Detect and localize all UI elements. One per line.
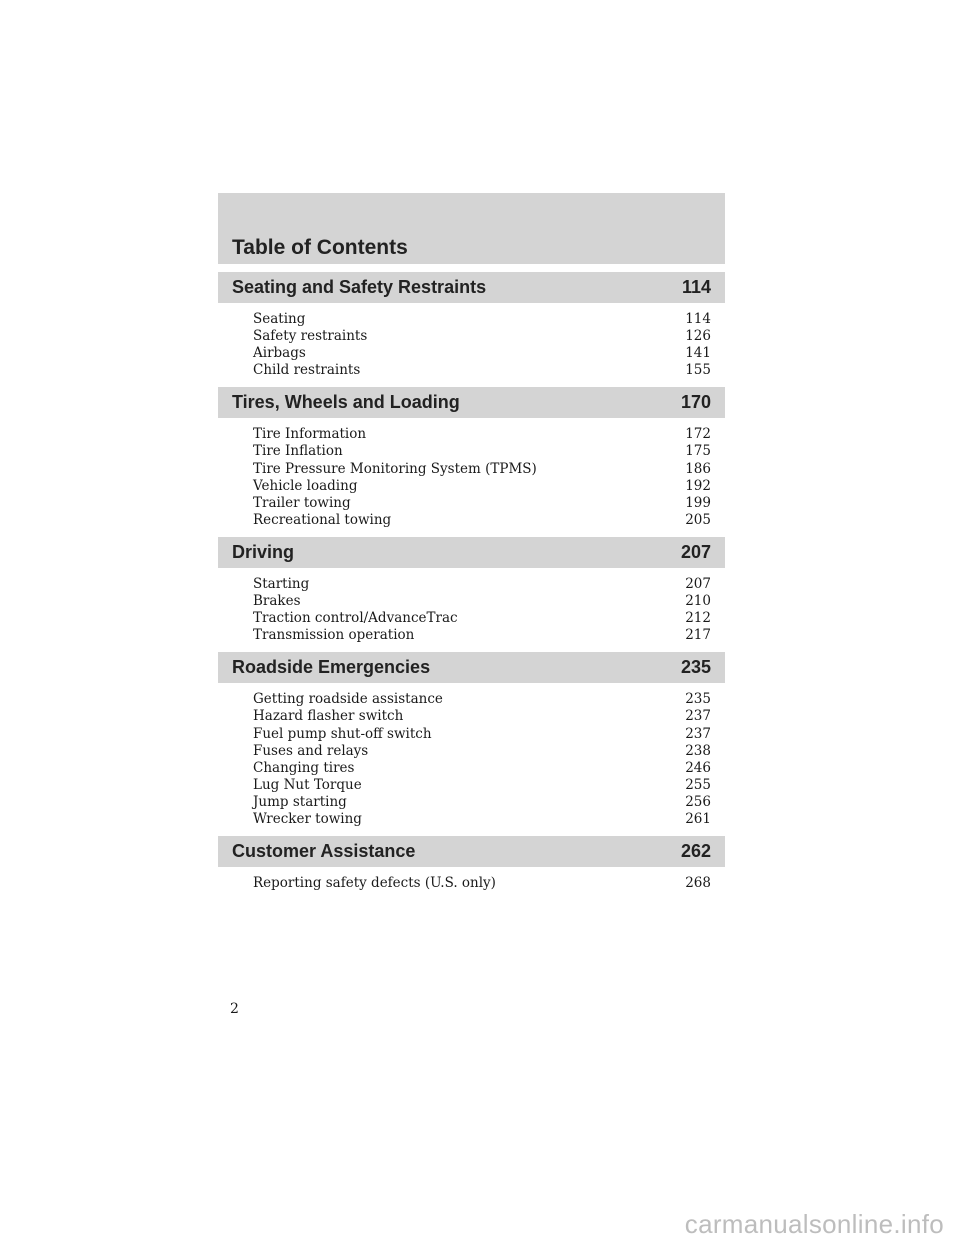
entry-label: Jump starting: [253, 793, 347, 810]
page-number: 2: [230, 1001, 239, 1017]
toc-section: [218, 272, 725, 379]
entry-label: Getting roadside assistance: [253, 691, 443, 708]
entry-page: 126: [685, 328, 711, 345]
entry-label: Lug Nut Torque: [253, 776, 362, 793]
section-entries: [218, 683, 725, 828]
toc-entry[interactable]: [253, 362, 711, 379]
entry-label: Recreational towing: [253, 511, 392, 528]
toc-entry[interactable]: [253, 443, 711, 460]
section-page: 235: [680, 657, 711, 678]
toc-entry[interactable]: [253, 512, 711, 529]
entry-page: 114: [685, 311, 711, 327]
entry-page: 256: [685, 793, 711, 810]
entry-page: 192: [685, 477, 711, 494]
toc-entry[interactable]: [253, 610, 711, 627]
section-header[interactable]: [218, 272, 725, 303]
toc-entry[interactable]: [253, 708, 711, 725]
toc-entry[interactable]: [253, 576, 711, 593]
section-page: 114: [681, 277, 711, 297]
toc-entry[interactable]: [253, 777, 711, 794]
entry-page: 205: [685, 511, 711, 528]
toc-section: [218, 537, 725, 644]
toc-entry[interactable]: [253, 794, 711, 811]
entry-page: 261: [685, 810, 711, 827]
section-entries: [218, 418, 725, 529]
toc-header: [218, 193, 725, 264]
entry-label: Brakes: [253, 593, 301, 610]
entry-page: 141: [685, 345, 711, 362]
toc-section: [218, 387, 725, 529]
section-title: Driving: [232, 541, 295, 562]
section-entries: [218, 867, 725, 892]
entry-page: 186: [685, 460, 711, 477]
section-header[interactable]: [218, 836, 725, 867]
toc-entry[interactable]: [253, 875, 711, 892]
toc-entry[interactable]: [253, 691, 711, 708]
entry-page: 268: [685, 875, 711, 892]
toc-entry[interactable]: [253, 311, 711, 328]
entry-page: 217: [685, 627, 711, 644]
entry-label: Seating: [253, 311, 306, 327]
entry-label: Vehicle loading: [253, 477, 358, 494]
section-title: Seating and Safety Restraints: [232, 277, 487, 297]
section-entries: [218, 303, 725, 379]
entry-label: Wrecker towing: [253, 810, 362, 827]
section-header[interactable]: [218, 652, 725, 683]
entry-page: 175: [685, 443, 711, 460]
section-header[interactable]: [218, 387, 725, 418]
entry-page: 235: [685, 691, 711, 708]
entry-page: 246: [685, 759, 711, 776]
toc-entry[interactable]: [253, 743, 711, 760]
entry-page: 199: [685, 494, 711, 511]
entry-page: 172: [685, 426, 711, 443]
section-title: Roadside Emergencies: [232, 657, 431, 678]
entry-page: 237: [685, 708, 711, 725]
entry-label: Fuses and relays: [253, 742, 369, 759]
toc-entry[interactable]: [253, 461, 711, 478]
toc-entry[interactable]: [253, 328, 711, 345]
entry-label: Changing tires: [253, 759, 355, 776]
toc-entry[interactable]: [253, 627, 711, 644]
toc-entry[interactable]: [253, 495, 711, 512]
entry-label: Starting: [253, 575, 310, 592]
section-page: 170: [680, 392, 711, 413]
toc-entry[interactable]: [253, 478, 711, 495]
toc-title: Table of Contents: [232, 236, 408, 259]
entry-label: Tire Inflation: [253, 443, 343, 460]
toc-entry[interactable]: [253, 426, 711, 443]
entry-page: 212: [685, 610, 711, 627]
entry-page: 207: [685, 575, 711, 592]
table-of-contents: [218, 193, 725, 892]
entry-label: Child restraints: [253, 362, 361, 379]
entry-label: Hazard flasher switch: [253, 708, 404, 725]
toc-entry[interactable]: [253, 726, 711, 743]
entry-label: Trailer towing: [253, 494, 351, 511]
section-page: 262: [680, 841, 711, 862]
entry-page: 155: [685, 362, 711, 379]
entry-label: Airbags: [253, 345, 306, 362]
toc-entry[interactable]: [253, 345, 711, 362]
entry-page: 255: [685, 776, 711, 793]
watermark-text: carmanualsonline.info: [684, 1209, 944, 1239]
entry-label: Tire Pressure Monitoring System (TPMS): [253, 460, 537, 477]
section-page: 207: [680, 541, 711, 562]
entry-label: Reporting safety defects (U.S. only): [253, 875, 496, 892]
toc-entry[interactable]: [253, 811, 711, 828]
toc-entry[interactable]: [253, 760, 711, 777]
section-title: Tires, Wheels and Loading: [232, 392, 460, 413]
entry-label: Traction control/AdvanceTrac: [253, 610, 458, 627]
entry-label: Safety restraints: [253, 328, 368, 345]
section-entries: [218, 568, 725, 644]
entry-page: 238: [685, 742, 711, 759]
entry-label: Tire Information: [253, 426, 367, 443]
entry-page: 210: [685, 593, 711, 610]
section-title: Customer Assistance: [232, 841, 416, 862]
entry-label: Fuel pump shut-off switch: [253, 725, 432, 742]
section-header[interactable]: [218, 537, 725, 568]
toc-section: [218, 836, 725, 892]
entry-page: 237: [685, 725, 711, 742]
toc-section: [218, 652, 725, 828]
toc-entry[interactable]: [253, 593, 711, 610]
entry-label: Transmission operation: [253, 627, 415, 644]
